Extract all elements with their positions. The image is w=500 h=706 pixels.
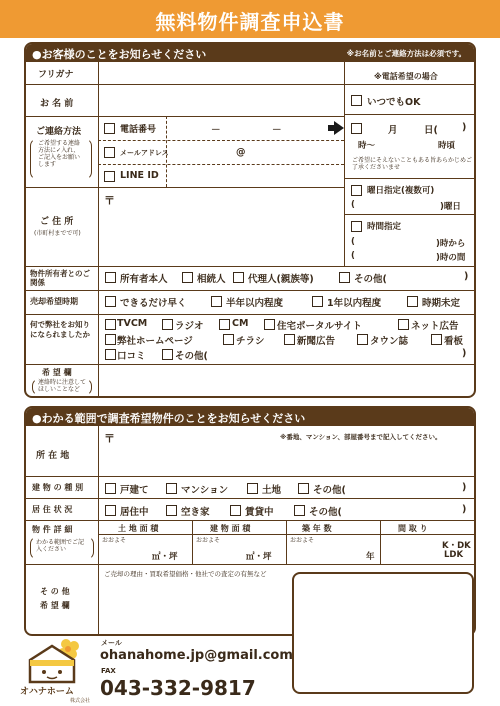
date-checkbox[interactable] [351, 123, 362, 134]
relation-other-close: ) [464, 271, 469, 282]
weekday-checkbox[interactable] [351, 185, 362, 196]
source-netad-label: ネット広告 [411, 321, 459, 332]
status-rented-label: 賃貸中 [245, 507, 274, 518]
relation-label: 物件所有者とのご関係 [30, 269, 90, 287]
phone-pref-title: ※電話希望の場合 [374, 72, 438, 81]
land-unit: ㎡・坪 [152, 552, 178, 562]
status-living-label: 居住中 [120, 507, 149, 518]
relation-owner-checkbox[interactable] [105, 272, 116, 283]
mail-at: @ [236, 147, 246, 158]
source-tvcm-label: TVCM [117, 318, 148, 329]
source-townmag-checkbox[interactable] [357, 334, 368, 345]
source-label: 何で弊社をお知りになられましたか [30, 320, 90, 339]
other-wishes-label-2: 希 望 欄 [40, 601, 70, 610]
age-unit: 年 [366, 552, 375, 562]
time-from: 時〜 [358, 141, 376, 151]
source-portal-checkbox[interactable] [264, 319, 275, 330]
furigana-label: フリガナ [38, 70, 74, 80]
weekday-close: )曜日 [440, 202, 461, 212]
status-vacant-checkbox[interactable] [166, 505, 177, 516]
timing-half-checkbox[interactable] [211, 296, 222, 307]
title-bar [0, 0, 500, 38]
phone-dash-2: － [272, 125, 282, 136]
type-mansion-checkbox[interactable] [166, 483, 177, 494]
details-label: 物 件 詳 細 [32, 525, 73, 534]
source-newspaper-checkbox[interactable] [284, 334, 295, 345]
source-cm-checkbox[interactable] [219, 319, 230, 330]
source-other-close: ) [462, 348, 467, 359]
customer-section-header [26, 44, 474, 62]
relation-other-label: その他( [354, 274, 387, 285]
day-label: 日( [424, 125, 438, 136]
source-flyer-checkbox[interactable] [223, 334, 234, 345]
mail-checkbox[interactable] [104, 147, 115, 158]
from-close: )時から [436, 239, 466, 249]
status-label: 居 住 状 況 [32, 505, 73, 514]
line-checkbox[interactable] [104, 171, 115, 182]
status-other-close: ) [462, 504, 467, 515]
mail-caption: メール [101, 639, 122, 647]
address-sub: (市町村までで可) [34, 230, 81, 237]
form-title: 無料物件調査申込書 [155, 10, 345, 34]
contact-label: ご連絡方法 [36, 127, 82, 137]
address-postal: 〒 [104, 194, 115, 207]
other-wishes-label-1: そ の 他 [40, 587, 70, 596]
timespec-title: 時間指定 [367, 222, 402, 232]
mail-address: ohanahome.jp@gmail.com [100, 648, 293, 663]
source-flyer-label: チラシ [236, 336, 265, 347]
relation-owner-label: 所有者本人 [120, 274, 168, 285]
timing-undecided-label: 時期未定 [422, 298, 461, 309]
type-mansion-label: マンション [181, 485, 229, 496]
source-wom-label: 口コミ [117, 351, 146, 362]
time-to: 時頃 [438, 141, 456, 151]
phone-pref-note: ご希望にそえないこともある旨あらかじめご了承くださいませ [352, 157, 473, 171]
fax-caption: FAX [101, 667, 116, 675]
property-section-title: ●わかる範囲で調査希望物件のことをお知らせください [32, 412, 306, 425]
relation-heir-label: 相続人 [197, 274, 226, 285]
to-open: ( [351, 251, 355, 261]
details-header-building: 建 物 面 積 [210, 524, 251, 533]
timing-asap-checkbox[interactable] [105, 296, 116, 307]
layout-ldk: LDK [444, 550, 464, 560]
type-house-label: 戸建て [120, 485, 149, 496]
phone-checkbox[interactable] [104, 123, 115, 134]
age-approx: おおよそ [290, 537, 315, 544]
relation-other-checkbox[interactable] [339, 272, 350, 283]
source-other-checkbox[interactable] [162, 349, 173, 360]
fax-number: 043-332-9817 [100, 676, 256, 700]
source-homepage-label: 弊社ホームページ [117, 336, 193, 347]
type-house-checkbox[interactable] [105, 483, 116, 494]
status-other-label: その他( [309, 507, 342, 518]
right-arrow-icon [334, 121, 344, 135]
location-note: ※番地、マンション、部屋番号まで記入してください。 [280, 433, 442, 441]
source-radio-checkbox[interactable] [162, 319, 173, 330]
type-other-close: ) [462, 482, 467, 493]
stamp-box [292, 572, 474, 694]
customer-section [24, 42, 476, 398]
timespec-checkbox[interactable] [351, 221, 362, 232]
address-label: ご 住 所 [40, 217, 74, 227]
status-living-checkbox[interactable] [105, 505, 116, 516]
source-wom-checkbox[interactable] [105, 349, 116, 360]
building-unit: ㎡・坪 [246, 552, 272, 562]
location-label: 所 在 地 [36, 451, 70, 461]
type-label: 建 物 の 種 別 [32, 483, 84, 492]
line-label: LINE ID [120, 170, 159, 181]
details-header-land: 土 地 面 積 [118, 524, 159, 533]
timing-label: 売却希望時期 [30, 297, 78, 306]
customer-section-title: ●お客様のことをお知らせください [32, 48, 207, 61]
source-cm-label: CM [232, 318, 249, 329]
anytime-label: いつでもOK [367, 97, 421, 108]
status-other-checkbox[interactable] [294, 505, 305, 516]
land-approx: おおよそ [102, 537, 127, 544]
weekday-title: 曜日指定(複数可) [367, 186, 435, 196]
property-section-header [26, 408, 474, 426]
building-approx: おおよそ [196, 537, 221, 544]
relation-agent-checkbox[interactable] [233, 272, 244, 283]
timing-year-checkbox[interactable] [312, 296, 323, 307]
day-close: ) [462, 122, 467, 133]
weekday-open: ( [351, 200, 355, 210]
from-open: ( [351, 237, 355, 247]
type-land-label: 土地 [262, 485, 282, 496]
logo-text: オハナホーム [20, 687, 74, 697]
timing-asap-label: できるだけ早く [120, 298, 187, 309]
month-label: 月 [388, 125, 398, 136]
mail-label: メールアドレス [120, 149, 169, 157]
layout-kdk: K・DK [442, 541, 471, 551]
type-other-label: その他( [313, 485, 346, 496]
source-other-label: その他( [175, 351, 208, 362]
required-note: ※お名前とご連絡方法は必須です。 [346, 49, 466, 58]
source-newspaper-label: 新聞広告 [297, 336, 336, 347]
source-portal-label: 住宅ポータルサイト [277, 321, 362, 332]
status-vacant-label: 空き家 [181, 507, 210, 518]
contact-sub: ご希望する連絡方法に✓入れ、ご記入をお願いします [38, 140, 81, 168]
details-sub: わかる範囲でご記入ください [36, 539, 85, 553]
wishes-label: 希 望 欄 [42, 368, 72, 377]
type-land-checkbox[interactable] [247, 483, 258, 494]
timing-undecided-checkbox[interactable] [407, 296, 418, 307]
name-label: お 名 前 [40, 99, 74, 109]
type-other-checkbox[interactable] [298, 483, 309, 494]
timing-year-label: 1年以内程度 [327, 298, 382, 309]
source-townmag-label: タウン誌 [370, 336, 409, 347]
source-radio-label: ラジオ [175, 321, 204, 332]
logo-sub: 株式会社 [70, 698, 91, 704]
phone-label: 電話番号 [120, 125, 157, 135]
source-signboard-label: 看板 [444, 336, 464, 347]
relation-agent-label: 代理人(親族等) [248, 274, 314, 285]
timing-half-label: 半年以内程度 [226, 298, 284, 309]
location-postal: 〒 [104, 432, 115, 445]
source-homepage-checkbox[interactable] [105, 334, 116, 345]
phone-dash-1: － [211, 125, 221, 136]
source-netad-checkbox[interactable] [398, 319, 409, 330]
anytime-checkbox[interactable] [351, 95, 362, 106]
to-close: )時の間 [436, 253, 466, 263]
relation-heir-checkbox[interactable] [182, 272, 193, 283]
details-header-age: 築 年 数 [302, 524, 332, 533]
status-rented-checkbox[interactable] [230, 505, 241, 516]
source-tvcm-checkbox[interactable] [105, 319, 116, 330]
details-header-layout: 間 取 り [398, 524, 428, 533]
source-signboard-checkbox[interactable] [431, 334, 442, 345]
other-wishes-note: ご売却の理由・買取希望価格・他社での査定の有無など [104, 570, 267, 578]
wishes-sub: 連絡時に注意してほしいことなど [38, 379, 87, 393]
